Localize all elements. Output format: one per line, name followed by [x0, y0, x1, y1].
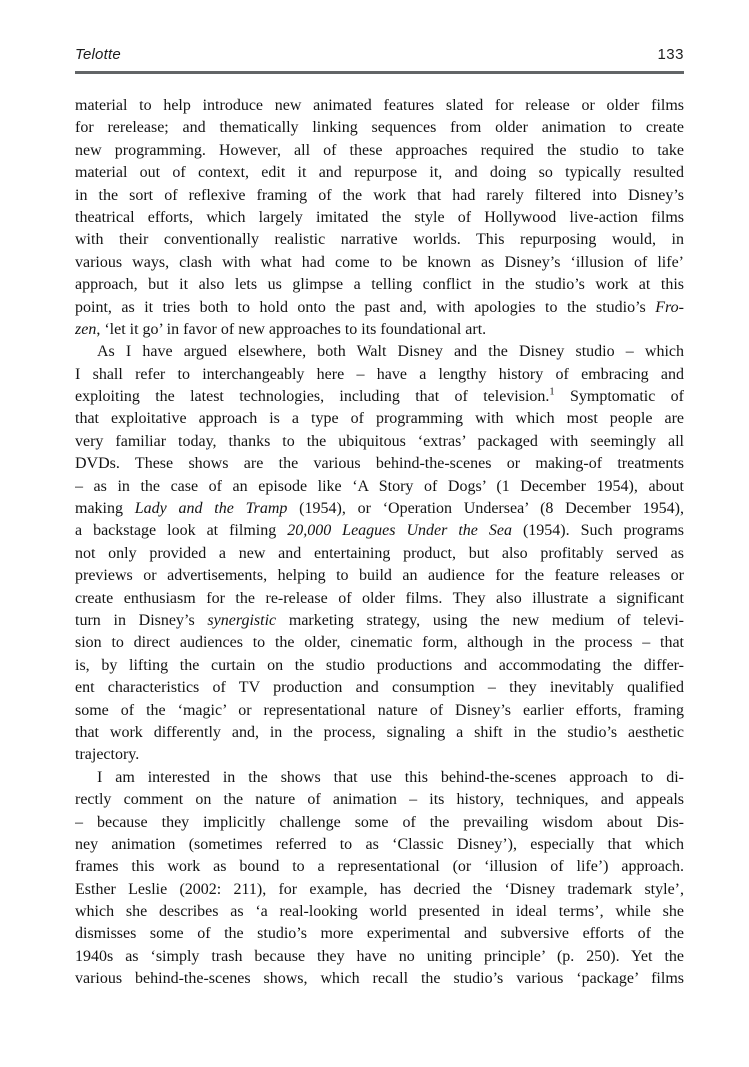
text-line [75, 364, 684, 386]
text-line [75, 655, 684, 677]
text-segment: turn in Disney’s [75, 611, 208, 629]
paragraph [75, 95, 684, 341]
running-head: Telotte [75, 46, 121, 63]
text-segment: 1940s as ‘simply trash because they have no uniting principle’ (p. 250). Yet the [75, 947, 684, 965]
text-line [75, 476, 684, 498]
text-segment: material out of context, edit it and repurpose it, and doing so typically resulted [75, 164, 684, 182]
text-line [75, 520, 684, 542]
text-line [75, 274, 684, 296]
text-line [75, 252, 684, 274]
text-line [75, 565, 684, 587]
text-segment: I am interested in the shows that use this behind-the-scenes approach to di- [97, 768, 684, 786]
text-segment: (1954). Such programs [511, 522, 684, 540]
text-segment: very familiar today, thanks to the ubiquitous ‘extras’ packaged with seemingly all [75, 432, 684, 450]
text-segment: material to help introduce new animated features slated for release or older films [75, 97, 684, 114]
text-line [75, 789, 684, 811]
text-segment: exploiting the latest technologies, including that of television. [75, 388, 550, 406]
text-segment: Symptomatic of [554, 388, 684, 406]
text-line [75, 408, 684, 430]
text-line [75, 543, 684, 565]
text-line [75, 834, 684, 856]
italic-text: Fro- [655, 298, 684, 316]
text-segment: rectly comment on the nature of animation – its history, techniques, and appeals [75, 791, 684, 809]
text-line [75, 856, 684, 878]
text-segment: marketing strategy, using the new medium of televi- [276, 611, 684, 629]
text-segment: that exploitative approach is a type of programming with which most people are [75, 410, 684, 428]
text-line [75, 610, 684, 632]
text-line [75, 968, 684, 990]
text-segment: , ‘let it go’ in favor of new approaches to its foundational art. [96, 320, 487, 338]
text-segment: in the sort of reflexive framing of the work that had rarely filtered into Disney’s [75, 186, 684, 204]
body-text [75, 95, 684, 991]
text-segment: that work differently and, in the process, signaling a shift in the studio’s aesthetic [75, 723, 684, 741]
text-segment: I shall refer to interchangeably here – have a lengthy history of embracing and [75, 365, 684, 383]
text-segment: point, as it tries both to hold onto the past and, with apologies to the studio’s [75, 298, 656, 316]
text-line [75, 341, 684, 363]
header-rule [75, 71, 684, 74]
text-line [75, 677, 684, 699]
text-line [75, 386, 684, 408]
text-segment: ent characteristics of TV production and consumption – they inevitably qualified [75, 679, 684, 697]
text-segment: new programming. However, all of these approaches required the studio to take [75, 141, 684, 159]
text-segment: – as in the case of an episode like ‘A Story of Dogs’ (1 December 1954), about [75, 477, 684, 495]
text-line [75, 95, 684, 117]
text-segment: a backstage look at filming [75, 522, 288, 540]
text-line [75, 767, 684, 789]
text-line [75, 453, 684, 475]
text-line [75, 207, 684, 229]
text-segment: – because they implicitly challenge some of the prevailing wisdom about Dis- [75, 813, 684, 831]
text-line [75, 744, 684, 766]
text-segment: is, by lifting the curtain on the studio productions and accommodating the differ- [75, 656, 684, 674]
text-segment: making [75, 500, 135, 518]
page-header [75, 46, 684, 63]
text-line [75, 297, 684, 319]
text-segment: trajectory. [75, 746, 140, 764]
text-line [75, 185, 684, 207]
text-segment: some of the ‘magic’ or representational nature of Disney’s earlier efforts, framing [75, 701, 684, 719]
text-line [75, 117, 684, 139]
text-segment: theatrical efforts, which largely imitated the style of Hollywood live-action films [75, 208, 684, 226]
text-line [75, 722, 684, 744]
text-line [75, 588, 684, 610]
text-segment: which she describes as ‘a real-looking world presented in ideal terms’, while she [75, 903, 684, 921]
text-segment: for rerelease; and thematically linking sequences from older animation to create [75, 119, 684, 137]
text-segment: sion to direct audiences to the older, cinematic form, although in the process – that [75, 634, 684, 652]
italic-text: zen [75, 320, 97, 338]
italic-text: 20,000 Leagues Under the Sea [287, 522, 512, 540]
paragraph [75, 341, 684, 766]
text-segment: various behind-the-scenes shows, which recall the studio’s various ‘package’ films [75, 970, 684, 988]
text-line [75, 162, 684, 184]
text-segment: with their conventionally realistic narrative worlds. This repurposing would, in [75, 231, 684, 249]
text-segment: previews or advertisements, helping to build an audience for the feature releases or [75, 567, 684, 585]
text-segment: DVDs. These shows are the various behind-the-scenes or making-of treatments [75, 455, 684, 473]
text-segment: As I have argued elsewhere, both Walt Disney and the Disney studio – which [97, 343, 684, 361]
text-segment: ney animation (sometimes referred to as ‘Classic Disney’), especially that which [75, 835, 684, 853]
text-line [75, 632, 684, 654]
text-line [75, 229, 684, 251]
text-segment: (1954), or ‘Operation Undersea’ (8 December 1954), [287, 500, 684, 518]
text-segment: Esther Leslie (2002: 211), for example, has decried the ‘Disney trademark style’, [75, 880, 684, 898]
text-segment: dismisses some of the studio’s more experimental and subversive efforts of the [75, 925, 684, 943]
text-line [75, 700, 684, 722]
italic-text: synergistic [207, 611, 277, 629]
text-line [75, 319, 684, 341]
text-line [75, 498, 684, 520]
text-segment: approach, but it also lets us glimpse a telling conflict in the studio’s work at this [75, 276, 684, 294]
footnote-marker: 1 [549, 386, 555, 398]
text-segment: various ways, clash with what had come to be known as Disney’s ‘illusion of life’ [75, 253, 684, 271]
text-line [75, 901, 684, 923]
text-line [75, 879, 684, 901]
text-line [75, 946, 684, 968]
text-segment: create enthusiasm for the re-release of older films. They also illustrate a significant [75, 589, 684, 607]
text-segment: frames this work as bound to a representational (or ‘illusion of life’) approach. [75, 858, 684, 876]
text-line [75, 812, 684, 834]
page-number: 133 [657, 46, 684, 63]
italic-text: Lady and the Tramp [134, 500, 288, 518]
paragraph [75, 767, 684, 991]
text-line [75, 140, 684, 162]
text-segment: not only provided a new and entertaining product, but also profitably served as [75, 544, 684, 562]
text-line [75, 431, 684, 453]
text-line [75, 923, 684, 945]
